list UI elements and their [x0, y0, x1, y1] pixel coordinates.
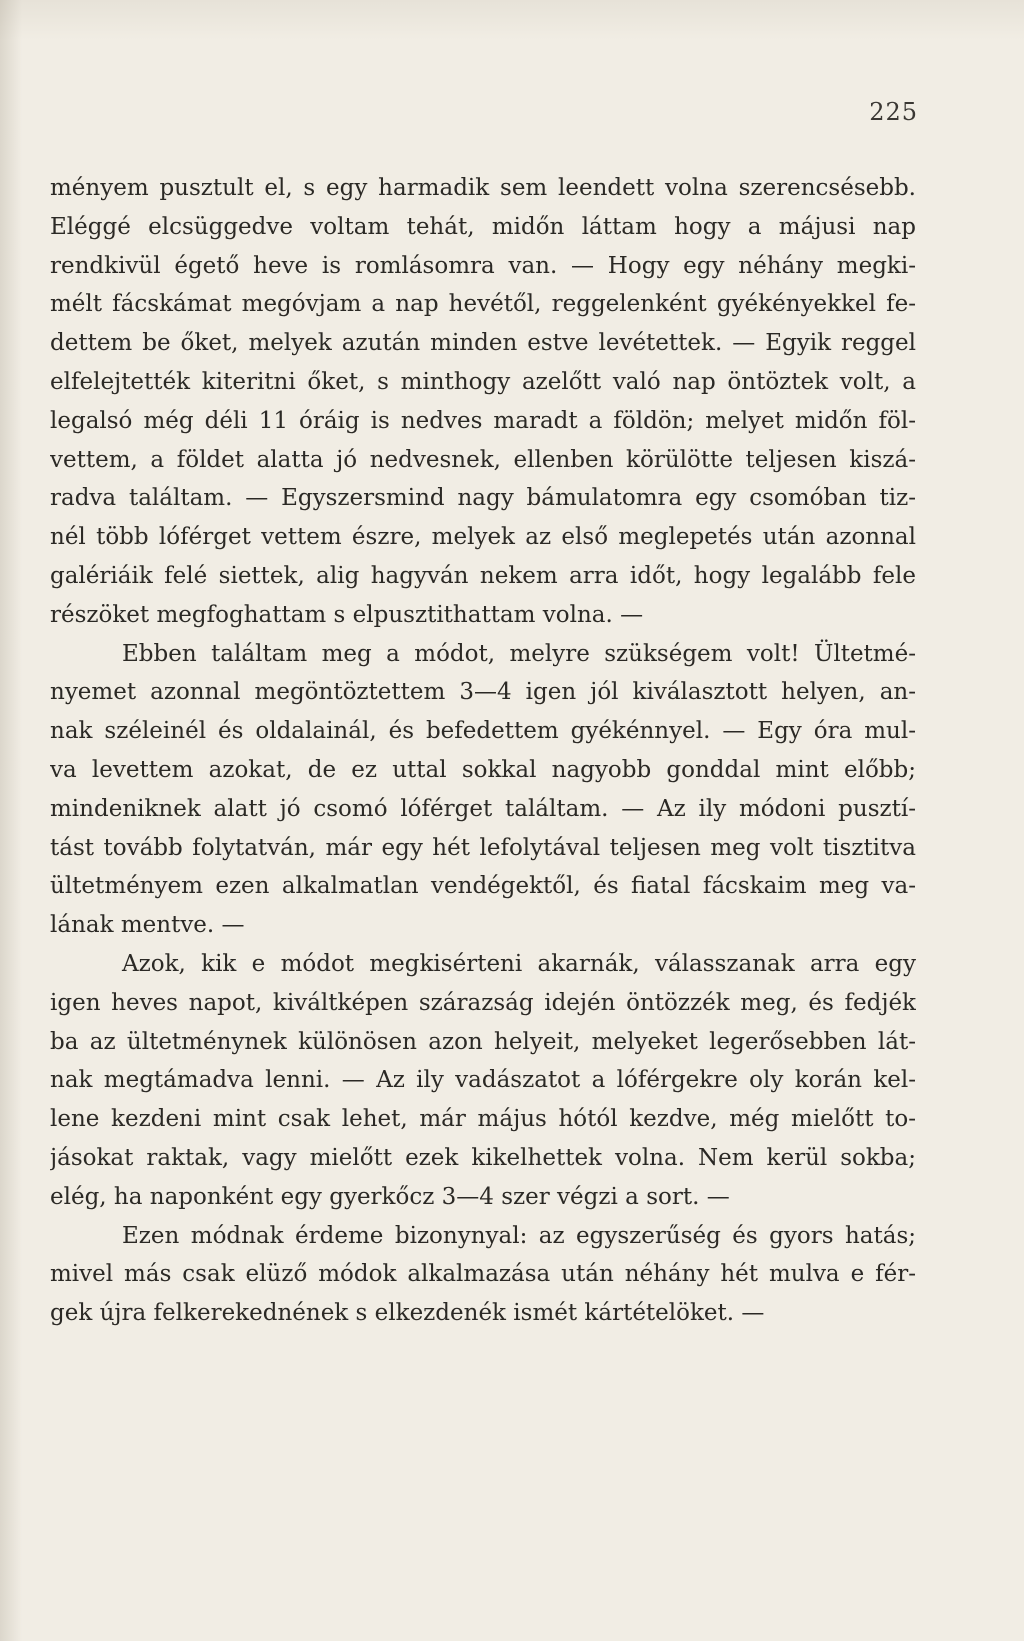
text-line: radva találtam. — Egyszersmind nagy bámulatomra egy csomóban tiz-	[50, 485, 916, 512]
text-line: lának mentve. —	[50, 912, 245, 939]
text-line: igen heves napot, kiváltképen szárazság idején öntözzék meg, és fedjék	[50, 989, 916, 1016]
text-line: nél több lóférget vettem észre, melyek az első meglepetés után azonnal	[50, 524, 916, 551]
text-line: gek újra felkerekednének s elkezdenék ismét kártételöket. —	[50, 1300, 765, 1327]
text-line: Azok, kik e módot megkisérteni akarnák, válasszanak arra egy	[122, 950, 916, 977]
text-line: részöket megfoghattam s elpusztithattam volna. —	[50, 601, 644, 628]
text-line: dettem be őket, melyek azután minden estve levétettek. — Egyik reggel	[50, 330, 916, 357]
text-line: galériáik felé siettek, alig hagyván nekem arra időt, hogy legalább fele	[50, 562, 916, 589]
paragraph	[50, 1217, 916, 1333]
paragraph	[50, 945, 916, 1217]
text-line: mindeniknek alatt jó csomó lóférget találtam. — Az ily módoni pusztí-	[50, 795, 916, 822]
text-line: Eléggé elcsüggedve voltam tehát, midőn láttam hogy a májusi nap	[50, 213, 916, 240]
text-line: ba az ültetménynek különösen azon helyeit, melyeket legerősebben lát-	[50, 1028, 916, 1055]
text-line: legalsó még déli 11 óráig is nedves maradt a földön; melyet midőn föl-	[50, 407, 916, 434]
text-line: Ezen módnak érdeme bizonynyal: az egyszerűség és gyors hatás;	[122, 1222, 916, 1249]
text-line: rendkivül égető heve is romlásomra van. — Hogy egy néhány megki-	[50, 252, 916, 279]
text-line: Ebben találtam meg a módot, melyre szükségem volt! Ültetmé-	[122, 640, 916, 667]
text-line: elfelejtették kiteritni őket, s minthogy azelőtt való nap öntöztek volt, a	[50, 368, 916, 395]
text-line: lene kezdeni mint csak lehet, már május hótól kezdve, még mielőtt to-	[50, 1106, 916, 1133]
text-line: tást tovább folytatván, már egy hét lefolytával teljesen meg volt tisztitva	[50, 834, 916, 861]
text-line: jásokat raktak, vagy mielőtt ezek kikelhettek volna. Nem kerül sokba;	[50, 1144, 916, 1171]
text-line: ültetményem ezen alkalmatlan vendégektől, és fiatal fácskaim meg va-	[50, 873, 916, 900]
page-number: 225	[869, 98, 918, 126]
text-line: elég, ha naponként egy gyerkőcz 3—4 szer végzi a sort. —	[50, 1183, 730, 1210]
text-line: va levettem azokat, de ez uttal sokkal nagyobb gonddal mint előbb;	[50, 756, 916, 783]
text-line: ményem pusztult el, s egy harmadik sem leendett volna szerencsésebb.	[50, 175, 916, 201]
paragraph	[50, 635, 916, 945]
text-line: mivel más csak elüző módok alkalmazása után néhány hét mulva e fér-	[50, 1261, 916, 1288]
text-line: mélt fácskámat megóvjam a nap hevétől, reggelenként gyékényekkel fe-	[50, 291, 916, 318]
paragraph	[50, 169, 916, 635]
text-line: nak széleinél és oldalainál, és befedettem gyékénnyel. — Egy óra mul-	[50, 718, 916, 745]
text-line: vettem, a földet alatta jó nedvesnek, ellenben körülötte teljesen kiszá-	[50, 446, 916, 473]
body-text	[50, 169, 916, 1333]
text-line: nak megtámadva lenni. — Az ily vadászatot a lóférgekre oly korán kel-	[50, 1067, 916, 1094]
text-line: nyemet azonnal megöntöztettem 3—4 igen jól kiválasztott helyen, an-	[50, 679, 916, 706]
